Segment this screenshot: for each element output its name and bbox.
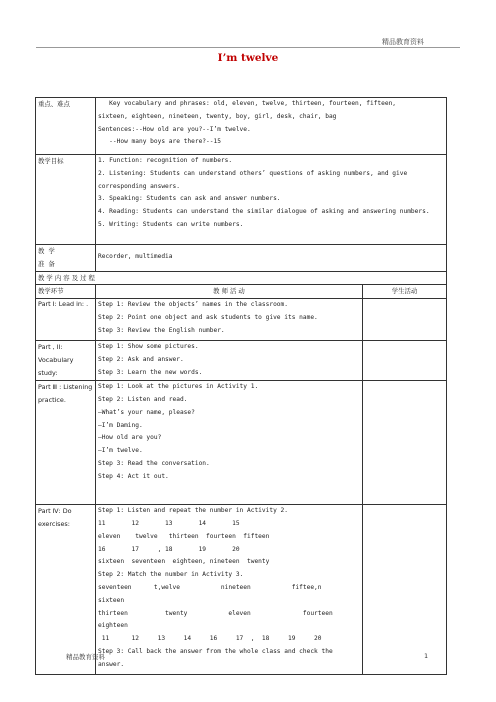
step-line: Step 2: Point one object and ask students to give its name. xyxy=(98,313,318,321)
number-line: 16 17 , 18 19 20 xyxy=(98,545,240,553)
part-2-student xyxy=(363,341,447,381)
header-text: 精品教育资料 xyxy=(382,38,424,46)
part-3-label: Part Ⅲ : Listening practice. xyxy=(36,381,96,505)
key-points-line: --How many boys are there?--15 xyxy=(98,138,221,146)
dialogue-line: —How old are you? xyxy=(98,434,162,442)
step-line: Step 1: Listen and repeat the number in Activity 2. xyxy=(98,507,288,515)
part-1-label: Part I: Lead in: . xyxy=(36,299,96,341)
prep-label-line: 教 学 xyxy=(38,247,55,255)
objective-item: 1. Function: recognition of numbers. xyxy=(98,157,233,164)
step-line: Step 3: Learn the new words. xyxy=(98,368,203,376)
key-points-label: 重点、难点 xyxy=(36,98,96,155)
part-1-steps xyxy=(96,299,363,341)
step-line: Step 3: Review the English number. xyxy=(98,326,225,334)
step-line: Step 2: Match the number in Activity 3. xyxy=(98,571,244,579)
objectives-row xyxy=(36,155,447,245)
part-1-row xyxy=(36,299,447,341)
part-4-label: Part Ⅳ: Do exercises: xyxy=(36,505,96,675)
step-line: Step 3: Read the conversation. xyxy=(98,459,210,467)
key-points-content xyxy=(96,98,447,155)
number-line: 11 12 13 14 15 xyxy=(98,519,240,527)
column-header-row xyxy=(36,285,447,299)
part-3-row xyxy=(36,381,447,505)
part-2-steps xyxy=(96,341,363,381)
match-line: sixteen xyxy=(98,596,125,604)
dialogue-line: —I’m twelve. xyxy=(98,447,143,455)
prep-content: Recorder, multimedia xyxy=(96,245,447,272)
page-number: 1 xyxy=(424,652,428,660)
stage-column-header: 教学环节 xyxy=(36,285,96,299)
number-line: 11 12 13 14 16 17 , 18 19 20 xyxy=(98,635,322,643)
part-4-row xyxy=(36,505,447,675)
part-3-student xyxy=(363,381,447,505)
number-word-line: sixteen seventeen eighteen, nineteen twenty xyxy=(98,558,270,566)
teacher-column-header: 教 师 活 动 xyxy=(96,285,363,299)
objective-item: 5. Writing: Students can write numbers. xyxy=(98,220,244,228)
header-rule xyxy=(36,47,460,48)
part-2-label: Part , II: Vocabulary study: xyxy=(36,341,96,381)
match-line: seventeen t,welve nineteen fiftee,n xyxy=(98,583,322,591)
key-points-row xyxy=(36,98,447,155)
objective-item: 4. Reading: Students can understand the similar dialogue of asking and answering numbers. xyxy=(98,208,430,216)
objectives-label: 教学目标 xyxy=(36,155,96,245)
prep-label xyxy=(36,245,96,272)
match-line: eighteen xyxy=(98,622,128,630)
step-line: Step 1: Show some pictures. xyxy=(98,343,199,351)
key-points-line: Key vocabulary and phrases: old, eleven, twelve, thirteen, fourteen, fifteen, xyxy=(98,100,397,107)
objective-item: 2. Listening: Students can understand others’ questions of asking numbers, and give corresponding answers. xyxy=(98,169,408,190)
step-line: Step 2: Listen and read. xyxy=(98,395,188,403)
part-4-student xyxy=(363,505,447,675)
step-line: Step 2: Ask and answer. xyxy=(98,355,184,363)
objectives-content xyxy=(96,155,447,245)
part-4-steps xyxy=(96,505,363,675)
part-1-student xyxy=(363,299,447,341)
dialogue-line: —What’s your name, please? xyxy=(98,408,195,416)
key-points-line: sixteen, eighteen, nineteen, twenty, boy, girl, desk, chair, bag xyxy=(98,112,337,120)
step-line: Step 1: Look at the pictures in Activity 1. xyxy=(98,383,259,391)
student-column-header: 学生活动 xyxy=(363,285,447,299)
step-line: Step 3: Call back the answer from the whole class and check the answer. xyxy=(98,647,333,668)
objective-item: 3. Speaking: Students can ask and answer numbers. xyxy=(98,195,281,203)
dialogue-line: —I’m Daming. xyxy=(98,421,143,429)
step-line: Step 1: Review the objects’ names in the classroom. xyxy=(98,301,288,309)
key-points-line: Sentences:--How old are you?--I’m twelve. xyxy=(98,125,251,133)
footer-text: 精品教育资料 xyxy=(66,653,105,661)
match-line: thirteen twenty eleven fourteen xyxy=(98,609,333,617)
step-line: Step 4: Act it out. xyxy=(98,472,169,480)
prep-row xyxy=(36,245,447,272)
lesson-plan-table xyxy=(35,97,447,675)
page-title: I’m twelve xyxy=(217,52,279,64)
process-header-row xyxy=(36,271,447,285)
part-2-row xyxy=(36,341,447,381)
prep-label-line: 准 备 xyxy=(38,259,55,268)
number-word-line: eleven twelve thirteen fourteen fifteen xyxy=(98,532,270,540)
part-3-steps xyxy=(96,381,363,505)
process-header: 教 学 内 容 及 过 程 xyxy=(36,271,447,285)
